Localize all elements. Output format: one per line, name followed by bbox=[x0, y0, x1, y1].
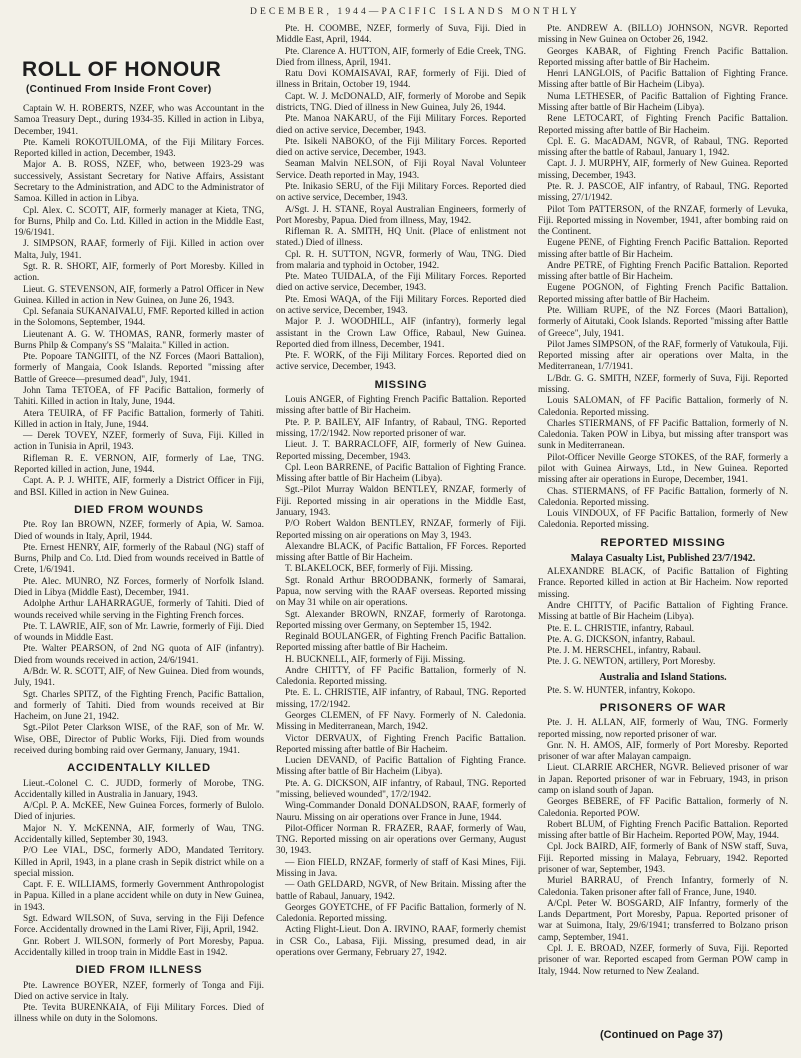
roll-entry: Lieutenant A. G. W. THOMAS, RANR, formerly master of Burns Philp & Company's SS "Malaita." Killed in action. bbox=[14, 329, 264, 351]
roll-entry: Numa LETHESER, of Pacific Battalion of Fighting France. Missing after battle of Bir Hacheim (Libya). bbox=[538, 91, 788, 113]
roll-entry: J. SIMPSON, RAAF, formerly of Fiji. Killed in action over Malta, July, 1941. bbox=[14, 239, 264, 261]
roll-entry: Cpl. R. H. SUTTON, NGVR, formerly of Wau, TNG. Died from malaria and typhoid in October, 1942. bbox=[276, 249, 526, 271]
accidentally-killed-list bbox=[14, 779, 264, 960]
roll-entry: Eugene PENE, of Fighting French Pacific Battalion. Reported missing after battle of Bir Hacheim. bbox=[538, 238, 788, 260]
roll-entry: Pte. R. J. PASCOE, AIF infantry, of Rabaul, TNG. Reported missing, 27/1/1942. bbox=[538, 181, 788, 204]
roll-entry: Cpl. Jock BAIRD, AIF, formerly of Bank of NSW staff, Suva, Fiji. Reported missing in Malaya, February, 1942. Reported prisoner of war, September, 1943. bbox=[538, 842, 788, 875]
roll-entry: Pte. Clarence A. HUTTON, AIF, formerly of Edie Creek, TNG. Died from illness, April, 1941. bbox=[276, 46, 526, 68]
roll-entry: Robert BLUM, of Fighting French Pacific Battalion. Reported missing after battle of Bir Hacheim. Reported POW, May, 1944. bbox=[538, 819, 788, 842]
page-title: ROLL OF HONOUR bbox=[22, 58, 222, 81]
roll-entry: ALEXANDRE BLACK, of Pacific Battalion of Fighting France. Reported killed in action at Bir Hacheim. Now reported missing. bbox=[538, 567, 788, 600]
roll-entry: Reginald BOULANGER, of Fighting French Pacific Battalion. Reported missing after battle of Bir Hacheim. bbox=[276, 632, 526, 654]
roll-entry: Alexandre BLACK, of Pacific Battalion, FF Forces. Reported missing after Battle of Bir Hacheim. bbox=[276, 541, 526, 564]
roll-entry: Rifleman R. E. VERNON, AIF, formerly of Lae, TNG. Reported killed in action, June, 1944. bbox=[14, 453, 264, 475]
roll-entry: Pte. Lawrence BOYER, NZEF, formerly of Tonga and Fiji. Died on active service in Italy. bbox=[14, 980, 264, 1002]
roll-entry: Chas. STIERMANS, of FF Pacific Battalion, formerly of N. Caledonia. Reported missing. bbox=[538, 486, 788, 508]
roll-entry: Wing-Commander Donald DONALDSON, RAAF, formerly of Nauru. Missing on air operations over France in June, 1944. bbox=[276, 801, 526, 823]
roll-entry: Georges KABAR, of Fighting French Pacific Battalion. Reported missing after battle of Bir Hacheim. bbox=[538, 46, 788, 68]
roll-entry: Adolphe Arthur LAHARRAGUE, formerly of Tahiti. Died of wounds received while serving in the Fighting French forces. bbox=[14, 599, 264, 621]
reported-missing-list bbox=[538, 567, 788, 669]
roll-entry: Pilot-Officer Norman R. FRAZER, RAAF, formerly of Wau, TNG. Reported missing on air operations over Germany, August 30, 1943. bbox=[276, 823, 526, 857]
subheading-australia-island-stations: Australia and Island Stations. bbox=[599, 671, 727, 683]
column-3 bbox=[538, 24, 788, 1056]
roll-entry: A/Sgt. J. H. STANE, Royal Australian Engineers, formerly of Port Moresby, Papua. Died from illness, May, 1942. bbox=[276, 204, 526, 226]
roll-entry: Sgt.-Pilot Peter Clarkson WISE, of the RAF, son of Mr. W. Wise, OBE, Director of Public Works, Fiji. Died from wounds received during bombing raid over Germany, January, 1941. bbox=[14, 723, 264, 756]
roll-entry: Seaman Malvin NELSON, of Fiji Royal Naval Volunteer Service. Death reported in May, 1943. bbox=[276, 159, 526, 181]
running-header: DECEMBER, 1944—PACIFIC ISLANDS MONTHLY bbox=[250, 7, 580, 17]
roll-entry: Rene LETOCART, of Fighting French Pacific Battalion. Reported missing after battle of Bir Hacheim. bbox=[538, 114, 788, 136]
roll-entry: Cpl. Leon BARRENE, of Pacific Battalion of Fighting France. Missing after battle of Bir Hacheim (Libya). bbox=[276, 462, 526, 485]
roll-entry: Pte. Inikasio SERU, of the Fiji Military Forces. Reported died on active service, December, 1943. bbox=[276, 181, 526, 204]
roll-entry: Pte. S. W. HUNTER, infantry, Kokopo. bbox=[547, 685, 696, 696]
roll-entry: Captain W. H. ROBERTS, NZEF, who was Accountant in the Samoa Treasury Dept., during 1934-35. Killed in action in Libya, December, 1941. bbox=[14, 104, 264, 137]
roll-entry: Eugene POGNON, of Fighting French Pacific Battalion. Reported missing after battle of Bir Hacheim. bbox=[538, 283, 788, 305]
roll-entry: Pte. Ernest HENRY, AIF, formerly of the Rabaul (NG) staff of Burns, Philp and Co. Ltd. Died from wounds received in Battle of Crete, 1/6/1941. bbox=[14, 542, 264, 576]
page-subtitle: (Continued From Inside Front Cover) bbox=[26, 84, 212, 95]
roll-entry: — Derek TOVEY, NZEF, formerly of Suva, Fiji. Killed in action in Tunisia in April, 1943. bbox=[14, 431, 264, 453]
roll-entry: Cpl. J. E. BROAD, NZEF, formerly of Suva, Fiji. Reported prisoner of war. Reported escaped from German POW camp in Italy, 1944. Now returned to New Zealand. bbox=[538, 943, 788, 977]
roll-entry: Pte. H. COOMBE, NZEF, formerly of Suva, Fiji. Died in Middle East, April, 1944. bbox=[276, 24, 526, 46]
roll-entry: Georges GOYETCHE, of FF Pacific Battalion, formerly of N. Caledonia. Reported missing. bbox=[276, 902, 526, 925]
roll-entry: Pte. Emosi WAQA, of the Fiji Military Forces. Reported died on active service, December, 1943. bbox=[276, 294, 526, 317]
roll-entry: Pilot-Officer Neville George STOKES, of the RAF, formerly a pilot with Guinea Airways, Ltd., in New Guinea. Reported missing after air operations in Europe, December, 1941. bbox=[538, 452, 788, 486]
column-2 bbox=[276, 24, 526, 1056]
roll-entry: Charles STIERMANS, of FF Pacific Battalion, formerly of N. Caledonia. Taken POW in Libya, but missing after transport was sunk in Mediterranean. bbox=[538, 418, 788, 452]
roll-entry: Cpl. Sefanaia SUKANAIVALU, FMF. Reported killed in action in the Solomons, September, 1944. bbox=[14, 307, 264, 329]
roll-entry: Georges BEBERE, of FF Pacific Battalion, formerly of N. Caledonia. Reported POW. bbox=[538, 797, 788, 819]
roll-entry: Major N. Y. McKENNA, AIF, formerly of Wau, TNG. Accidentally killed, September 30, 1943. bbox=[14, 823, 264, 846]
section-heading-accidentally-killed: ACCIDENTALLY KILLED bbox=[67, 762, 211, 775]
column-1 bbox=[14, 104, 264, 1056]
roll-entry: Capt. J. J. MURPHY, AIF, formerly of New Guinea. Reported missing, December, 1943. bbox=[538, 159, 788, 181]
roll-entry: Acting Flight-Lieut. Don A. IRVINO, RAAF, formerly chemist in CSR Co., Labasa, Fiji. Missing, presumed dead, in air operations over Germany, February 27, 1942. bbox=[276, 925, 526, 958]
missing-list bbox=[276, 395, 526, 959]
died-from-illness-list bbox=[14, 981, 264, 1026]
roll-entry: — Eion FIELD, RNZAF, formerly of staff of Kasi Mines, Fiji. Missing in Java. bbox=[276, 857, 526, 879]
roll-entry: Andre CHITTY, of FF Pacific Battalion, formerly of N. Caledonia. Reported missing. bbox=[276, 665, 526, 688]
continued-notice: (Continued on Page 37) bbox=[600, 1029, 723, 1041]
roll-entry: Victor DERVAUX, of Fighting French Pacific Battalion. Reported missing after battle of Bir Hacheim. bbox=[276, 733, 526, 755]
roll-entry: A/Bdr. W. R. SCOTT, AIF, of New Guinea. Died from wounds, July, 1941. bbox=[14, 666, 264, 689]
roll-entry: Pte. J. M. HERSCHEL, infantry, Rabaul. bbox=[547, 646, 701, 657]
roll-entry: Pte. ANDREW A. (BILLO) JOHNSON, NGVR. Reported missing in New Guinea on October 26, 1942. bbox=[538, 24, 788, 46]
roll-entry: Lieut.-Colonel C. C. JUDD, formerly of Morobe, TNG. Accidentally killed in Australia in January, 1943. bbox=[14, 778, 264, 800]
roll-entry: Andre PETRE, of Fighting French Pacific Battalion. Reported missing after battle of Bir Hacheim. bbox=[538, 260, 788, 283]
roll-entry: Lieut. CLARRIE ARCHER, NGVR. Believed prisoner of war in Japan. Reported prisoner of war in February, 1943, in prison camp on island south of Japan. bbox=[538, 763, 788, 797]
roll-entry: Louis ANGER, of Fighting French Pacific Battalion. Reported missing after battle of Bir Hacheim. bbox=[276, 395, 526, 417]
prisoners-of-war-list bbox=[538, 718, 788, 977]
roll-entry: Sgt. Edward WILSON, of Suva, serving in the Fiji Defence Force. Accidentally drowned in the Lami River, Fiji, April, 1942. bbox=[14, 914, 264, 936]
roll-entry: Sgt. Ronald Arthur BROODBANK, formerly of Samarai, Papua, now serving with the RAAF overseas. Reported missing on May 31 while on air operations. bbox=[276, 575, 526, 609]
section-heading-died-from-wounds: DIED FROM WOUNDS bbox=[74, 503, 204, 516]
roll-entry: Muriel BARRAU, of French Infantry, formerly of N. Caledonia. Taken prisoner after fall of France, June, 1940. bbox=[538, 876, 788, 898]
roll-entry: Major A. B. ROSS, NZEF, who, between 1923-29 was successively, Assistant Secretary for Native Affairs, Assistant Secretary to the Administration, and ADC to the Administrator of Samoa. Killed in action in Libya. bbox=[14, 160, 264, 205]
roll-entry: John Tama TETOEA, of FF Pacific Battalion, formerly of Tahiti. Killed in action in Italy, June, 1944. bbox=[14, 386, 264, 408]
roll-entry: Cpl. Alex. C. SCOTT, AIF, formerly manager at Kieta, TNG, for Burns, Philp and Co. Ltd. Killed in action in the Middle East, 19/6/1941. bbox=[14, 205, 264, 239]
roll-entry: Andre CHITTY, of Pacific Battalion of Fighting France. Missing at battle of Bir Hacheim (Libya). bbox=[538, 600, 788, 623]
roll-entry: Henri LANGLOIS, of Pacific Battalion of Fighting France. Missing after battle of Bir Hacheim (Libya). bbox=[538, 69, 788, 91]
roll-entry: A/Cpl. Peter W. BOSGARD, AIF Infantry, formerly of the Lands Department, Port Moresby, Papua. Reported prisoner of war at Suimona, Italy, 29/6/1941; transferred to Bolzano prison camp, September, 1941. bbox=[538, 898, 788, 943]
roll-entry: Lucien DEVAND, of Pacific Battalion of Fighting France. Missing after battle of Bir Hacheim (Libya). bbox=[276, 756, 526, 778]
australia-stations-list bbox=[538, 686, 788, 697]
roll-entry: Ratu Dovi KOMAISAVAI, RAF, formerly of Fiji. Died of illness in Britain, October 19, 1944. bbox=[276, 69, 526, 91]
roll-entry: Capt. W. J. McDONALD, AIF, formerly of Morobe and Sepik districts, TNG. Died of illness in New Guinea, July 26, 1944. bbox=[276, 91, 526, 113]
roll-entry: Pte. Kameli ROKOTUILOMA, of the Fiji Military Forces. Reported killed in action, December, 1943. bbox=[14, 137, 264, 160]
roll-entry: Pte. Manoa NAKARU, of the Fiji Military Forces. Reported died on active service, December, 1943. bbox=[276, 114, 526, 136]
roll-entry: Pte. A. G. DICKSON, infantry, Rabaul. bbox=[547, 634, 696, 645]
roll-entry: Gnr. N. H. AMOS, AIF, formerly of Port Moresby. Reported prisoner of war after Malayan campaign. bbox=[538, 740, 788, 763]
roll-entry: Sgt. Alexander BROWN, RNZAF, formerly of Rarotonga. Reported missing over Germany, on September 15, 1942. bbox=[276, 609, 526, 631]
roll-entry: Pte. J. H. ALLAN, AIF, formerly of Wau, TNG. Formerly reported missing, now reported prisoner of war. bbox=[538, 718, 788, 740]
roll-entry: H. BUCKNELL, AIF, formerly of Fiji. Missing. bbox=[285, 654, 466, 665]
roll-entry: Pte. Roy Ian BROWN, NZEF, formerly of Apia, W. Samoa. Died of wounds in Italy, April, 1944. bbox=[14, 520, 264, 542]
roll-entry: Sgt. R. R. SHORT, AIF, formerly of Port Moresby. Killed in action. bbox=[14, 261, 264, 284]
roll-entry: Pte. T. LAWRIE, AIF, son of Mr. Lawrie, formerly of Fiji. Died of wounds in Middle East. bbox=[14, 621, 264, 644]
roll-entry: T. BLAKELOCK, BEF, formerly of Fiji. Missing. bbox=[285, 564, 473, 575]
roll-entry: — Oath GELDARD, NGVR, of New Britain. Missing after the battle of Rabaul, January, 1942. bbox=[276, 880, 526, 902]
roll-entry: Lieut. G. STEVENSON, AIF, formerly a Patrol Officer in New Guinea. Killed in action in New Guinea, on June 26, 1943. bbox=[14, 284, 264, 306]
roll-entry: Pte. F. WORK, of the Fiji Military Forces. Reported died on active service, December, 1943. bbox=[276, 351, 526, 373]
roll-entry: Pte. E. L. CHRISTIE, AIF infantry, of Rabaul, TNG. Reported missing, 17/2/1942. bbox=[276, 688, 526, 710]
roll-entry: A/Cpl. P. A. McKEE, New Guinea Forces, formerly of Bulolo. Died of injuries. bbox=[14, 801, 264, 823]
roll-entry: Pte. William RUPE, of the NZ Forces (Maori Battalion), formerly of Aitutaki, Cook Islands. Reported "missing after Battle of Greece", July, 1941. bbox=[538, 306, 788, 339]
roll-entry: Louis SALOMAN, of FF Pacific Battalion, formerly of N. Caledonia. Reported missing. bbox=[538, 396, 788, 418]
roll-entry: Atera TEUIRA, of FF Pacific Battalion, formerly of Tahiti. Killed in action in Italy, June, 1944. bbox=[14, 408, 264, 430]
roll-entry: L/Bdr. G. G. SMITH, NZEF, formerly of Suva, Fiji. Reported missing. bbox=[538, 373, 788, 395]
roll-entry: Sgt. Charles SPITZ, of the Fighting French, Pacific Battalion, and formerly of Tahiti. Died from wounds received at Bir Hacheim, on June 21, 1942. bbox=[14, 689, 264, 723]
roll-entry: Pte. J. G. NEWTON, artillery, Port Moresby. bbox=[547, 657, 716, 668]
roll-entry: Capt. A. P. J. WHITE, AIF, formerly a District Officer in Fiji, and BSI. Killed in action in New Guinea. bbox=[14, 476, 264, 498]
section-heading-prisoners-of-war: PRISONERS OF WAR bbox=[599, 701, 727, 714]
roll-entry: Lieut. J. T. BARRACLOFF, AIF, formerly of New Guinea. Reported missing, December, 1943. bbox=[276, 440, 526, 462]
roll-entry: Pte. Popoare TANGIITI, of the NZ Forces (Maori Battalion), formerly of Mangaia, Cook Islands. Reported "missing after Battle of Greece—presumed dead", July, 1941. bbox=[14, 352, 264, 385]
roll-entry: Cpl. E. G. MacADAM, NGVR, of Rabaul, TNG. Reported missing after the battle of Rabaul, January 1, 1942. bbox=[538, 136, 788, 159]
roll-entry: Pte. A. G. DICKSON, AIF infantry, of Rabaul, TNG. Reported "missing, believed wounded", 17/2/1942. bbox=[276, 778, 526, 800]
roll-entry: Pilot James SIMPSON, of the RAF, formerly of Vatukoula, Fiji. Reported missing after air operations over Malta, in the Mediterranean, 1/7/1941. bbox=[538, 339, 788, 373]
roll-entry: Major P. J. WOODHILL, AIF (infantry), formerly legal assistant in the Crown Law Office, Rabaul, New Guinea. Reported died from illness, December, 1941. bbox=[276, 317, 526, 350]
roll-entry: Pte. Alec. MUNRO, NZ Forces, formerly of Norfolk Island. Died in Libya (Middle East), December, 1941. bbox=[14, 576, 264, 598]
roll-entry: P/O Lee VIAL, DSC, formerly ADO, Mandated Territory. Killed in April, 1943, in a plane crash in Sepik district while on a special mission. bbox=[14, 846, 264, 879]
roll-entry: P/O Robert Waldon BENTLEY, RNZAF, formerly of Fiji. Reported missing on air operations on May 3, 1943. bbox=[276, 519, 526, 541]
roll-entry: Gnr. Robert J. WILSON, formerly of Port Moresby, Papua. Accidentally killed in troop train in Middle East in 1942. bbox=[14, 936, 264, 958]
roll-entry: Pte. Tevita BURENKAIA, of Fiji Military Forces. Died of illness while on duty in the Solomons. bbox=[14, 1003, 264, 1025]
died-from-wounds-list bbox=[14, 520, 264, 757]
subheading-malaya-casualty-list: Malaya Casualty List, Published 23/7/1942. bbox=[570, 553, 756, 565]
roll-entry: Pte. E. L. CHRISTIE, infantry, Rabaul. bbox=[547, 623, 695, 634]
missing-list-continued bbox=[538, 24, 788, 532]
section-heading-died-from-illness: DIED FROM ILLNESS bbox=[75, 964, 203, 977]
roll-entry: Rifleman R. A. SMITH, HQ Unit. (Place of enlistment not stated.) Died of illness. bbox=[276, 227, 526, 249]
roll-entry: Georges CLEMEN, of FF Navy. Formerly of N. Caledonia. Missing in Mediterranean, March, 1942. bbox=[276, 711, 526, 733]
roll-entry: Pilot Tom PATTERSON, of the RNZAF, formerly of Levuka, Fiji. Reported missing in November, 1941, after bombing raid on the Continent. bbox=[538, 204, 788, 238]
roll-entry: Capt. F. E. WILLIAMS, formerly Government Anthropologist in Papua. Killed in a plane accident while on duty in New Guinea, in 1943. bbox=[14, 880, 264, 913]
section-heading-reported-missing: REPORTED MISSING bbox=[600, 536, 726, 549]
roll-entry: Pte. Mateo TUIDALA, of the Fiji Military Forces. Reported died on active service, December, 1943. bbox=[276, 272, 526, 294]
roll-entry: Sgt.-Pilot Murray Waldon BENTLEY, RNZAF, formerly of Fiji. Reported missing in air operations in the Middle East, January, 1943. bbox=[276, 485, 526, 518]
roll-entry: Pte. Walter PEARSON, of 2nd NG quota of AIF (infantry). Died from wounds received in action, 24/6/1941. bbox=[14, 644, 264, 666]
roll-entry: Louis VINDOUX, of FF Pacific Battalion, formerly of New Caledonia. Reported missing. bbox=[538, 509, 788, 531]
died-from-illness-list-continued bbox=[276, 24, 526, 374]
roll-entry: Pte. P. P. BAILEY, AIF Infantry, of Rabaul, TNG. Reported missing, 17/2/1942. Now reported prisoner of war. bbox=[276, 417, 526, 439]
killed-in-action-list bbox=[14, 104, 264, 499]
section-heading-missing: MISSING bbox=[374, 378, 428, 391]
roll-entry: Pte. Isikeli NABOKO, of the Fiji Military Forces. Reported died on active service, December, 1943. bbox=[276, 136, 526, 159]
